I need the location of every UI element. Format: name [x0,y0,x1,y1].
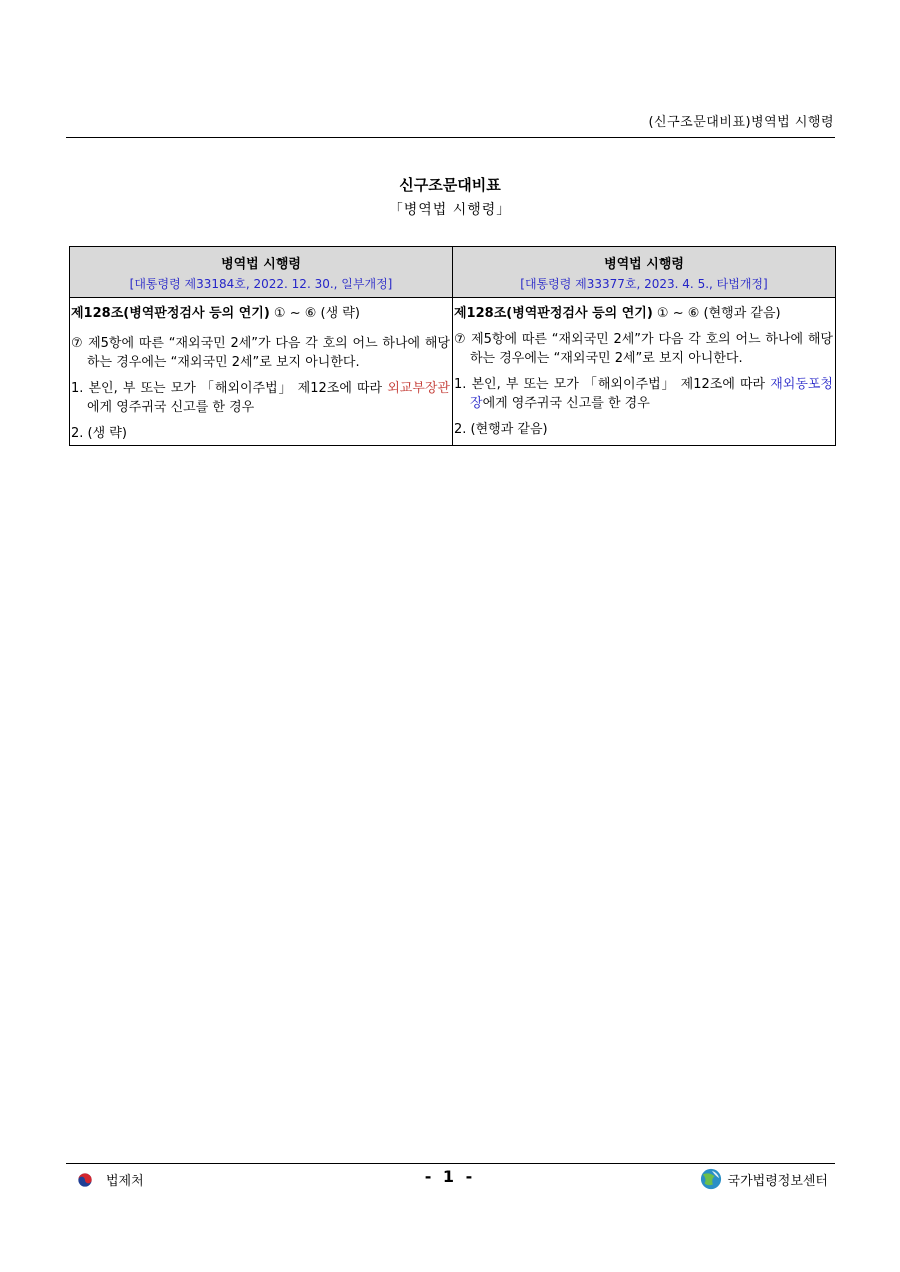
old-article-heading: 제128조(병역판정검사 등의 연기) [71,306,270,321]
old-text-cell [70,298,453,446]
old-item-1-highlight: 외교부장관 [387,381,450,396]
footer-law-center [700,1168,828,1190]
old-item-1 [71,379,450,417]
page-number: - 1 - [424,1167,476,1186]
new-paragraph-7: ⑦ 제5항에 따른 “재외국민 2세”가 다음 각 호의 어느 하나에 해당하는 경우에는 “재외국민 2세”로 보지 아니한다. [454,332,833,366]
document-title: 신구조문대비표 [399,176,501,194]
footer-rule [66,1163,835,1164]
old-item-2: 2. (생 략) [71,426,127,441]
new-item-1-pre: 1. 본인, 부 또는 모가 「해외이주법」 제12조에 따라 [454,377,771,392]
footer-right-text: 국가법령정보센터 [727,1173,828,1189]
old-item-1-post: 에게 영주귀국 신고를 한 경우 [87,400,255,415]
table-body-row [70,298,836,446]
new-item-2: 2. (현행과 같음) [454,422,548,437]
new-item-1-post: 에게 영주귀국 신고를 한 경우 [482,396,650,411]
new-text-cell [453,298,836,446]
new-law-title: 병역법 시행령 [604,257,684,272]
old-column-header [70,247,453,298]
new-item-1 [454,375,833,413]
new-article-line [454,304,833,323]
globe-logo-icon [700,1168,722,1190]
table-header-row [70,247,836,298]
new-column-header [453,247,836,298]
running-header: (신구조문대비표)병역법 시행령 [648,115,834,130]
new-item-1-highlight: 재외동포청장 [470,377,833,411]
comparison-table [69,246,836,446]
footer-left-text: 법제처 [106,1174,144,1189]
new-law-amendment: [대통령령 제33377호, 2023. 4. 5., 타법개정] [520,277,768,291]
old-law-title: 병역법 시행령 [221,257,301,272]
new-article-rest: ① ~ ⑥ (현행과 같음) [652,306,781,321]
old-paragraph-7: ⑦ 제5항에 따른 “재외국민 2세”가 다음 각 호의 어느 하나에 해당하는 경우에는 “재외국민 2세”로 보지 아니한다. [71,336,450,370]
old-item-1-pre: 1. 본인, 부 또는 모가 「해외이주법」 제12조에 따라 [71,381,388,396]
document-subtitle: 「병역법 시행령」 [388,202,512,218]
new-article-heading: 제128조(병역판정검사 등의 연기) [454,306,653,321]
header-rule [66,137,835,138]
old-article-line [71,304,450,323]
old-law-amendment: [대통령령 제33184호, 2022. 12. 30., 일부개정] [129,277,393,291]
old-article-rest: ① ~ ⑥ (생 략) [269,306,360,321]
